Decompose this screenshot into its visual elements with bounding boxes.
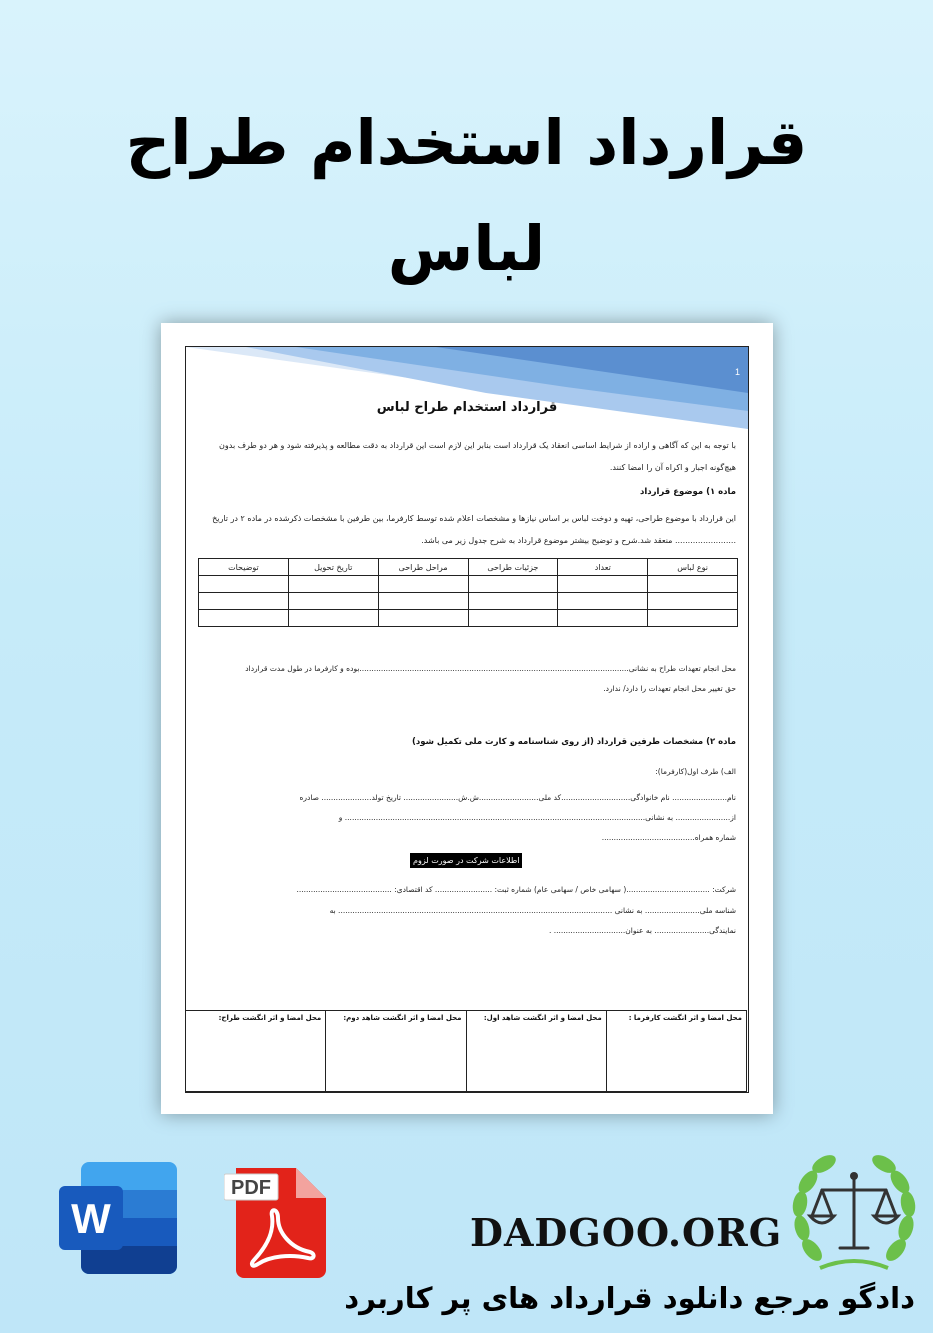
table-cell (378, 576, 468, 593)
location-change-line: حق تغییر محل انجام تعهدات را دارد/ ندارد. (603, 684, 736, 693)
document-preview (161, 323, 773, 1114)
table-cell (468, 593, 558, 610)
party-a-line-3: شماره همراه....................................... (601, 833, 736, 842)
table-cell (378, 593, 468, 610)
table-header: مراحل طراحی (378, 559, 468, 576)
party-a-line-1: نام....................... نام خانوادگی.............................کد ملی.........................ش.ش....................... تاریخ تولد..................... صادره (299, 793, 736, 802)
table-header: جزئیات طراحی (468, 559, 558, 576)
table-cell (648, 610, 738, 627)
signature-cell-witness-2: محل امضا و اثر انگشت شاهد دوم: (326, 1011, 466, 1092)
company-line-2: شناسه ملی....................... به نشانی ................................................................................................................... به (329, 906, 736, 915)
table-row (199, 610, 738, 627)
table-cell (378, 610, 468, 627)
signature-row (186, 1011, 747, 1092)
pdf-file-icon (224, 1160, 328, 1278)
intro-paragraph: با توجه به این که آگاهی و اراده از شرایط اساسی انعقاد یک قرارداد است بنابر این لازم است این قرارداد به دقت مطالعه و پذیرفته شود و هر دو طرف بدون هیچ‌گونه اجبار و اکراه آن را امضا کنند. (219, 441, 736, 472)
company-line-3: نمایندگی....................... به عنوان.............................. . (548, 926, 736, 935)
document-frame (185, 346, 749, 1093)
table-cell (558, 576, 648, 593)
table-header-row (199, 559, 738, 576)
signature-cell-witness-1: محل امضا و اثر انگشت شاهد اول: (466, 1011, 606, 1092)
table-row (199, 576, 738, 593)
order-table (198, 558, 738, 627)
table-cell (199, 576, 289, 593)
article-1-heading: ماده ۱) موضوع قرارداد (639, 487, 736, 497)
company-info-label: اطلاعات شرکت در صورت لزوم (410, 853, 522, 868)
tagline: دادگو مرجع دانلود قرارداد های پر کاربرد (344, 1281, 915, 1315)
signature-cell-employer: محل امضا و اثر انگشت کارفرما : (606, 1011, 746, 1092)
party-a-label: الف) طرف اول(کارفرما): (655, 767, 736, 776)
table-cell (288, 576, 378, 593)
pdf-label: PDF (231, 1177, 271, 1199)
table-header: تعداد (558, 559, 648, 576)
signature-cell-designer: محل امضا و اثر انگشت طراح: (186, 1011, 326, 1092)
table-header: توضیحات (199, 559, 289, 576)
table-cell (648, 593, 738, 610)
main-title-line-2: لباس (387, 212, 546, 285)
table-cell (558, 593, 648, 610)
article-2-heading: ماده ۲) مشخصات طرفین قرارداد (از روی شناسنامه و کارت ملی تکمیل شود) (412, 737, 736, 747)
table-header: تاریخ تحویل (288, 559, 378, 576)
scales-logo-icon (790, 1150, 918, 1280)
document-title: قرارداد استخدام طراح لباس (376, 400, 558, 415)
party-a-line-2: از....................... به نشانی.............................................................................................................................. و (338, 813, 736, 822)
main-title-line-1: قرارداد استخدام طراح (125, 106, 808, 179)
table-cell (468, 610, 558, 627)
table-row (199, 593, 738, 610)
table-cell (199, 610, 289, 627)
header-banner (186, 347, 748, 429)
word-letter: W (71, 1195, 111, 1242)
word-file-icon (59, 1162, 177, 1274)
table-cell (468, 576, 558, 593)
article-1-text: این قرارداد با موضوع طراحی، تهیه و دوخت لباس بر اساس نیازها و مشخصات اعلام شده توسط کارفرما، بین طرفین با مشخصات ذکرشده در ماده ۲ در تاریخ ........................ منعقد شد.شرح و توضیح بیشتر موضوع قرارداد به شرح جدول زیر می باشد. (212, 514, 736, 545)
table-cell (288, 610, 378, 627)
signature-table (185, 1010, 747, 1092)
table-cell (199, 593, 289, 610)
table-header: نوع لباس (648, 559, 738, 576)
company-line-1: شرکت: ...................................( سهامی خاص / سهامی عام) شماره ثبت: ........................ کد اقتصادی: ........................................ (296, 885, 736, 894)
table-cell (558, 610, 648, 627)
work-location-line: محل انجام تعهدات طراح به نشانی.................................................................................................................بوده و کارفرما در طول مدت قرارداد (245, 664, 736, 673)
table-cell (648, 576, 738, 593)
site-name: DADGOO.ORG (470, 1210, 783, 1255)
table-cell (288, 593, 378, 610)
page-number: 1 (734, 367, 740, 377)
